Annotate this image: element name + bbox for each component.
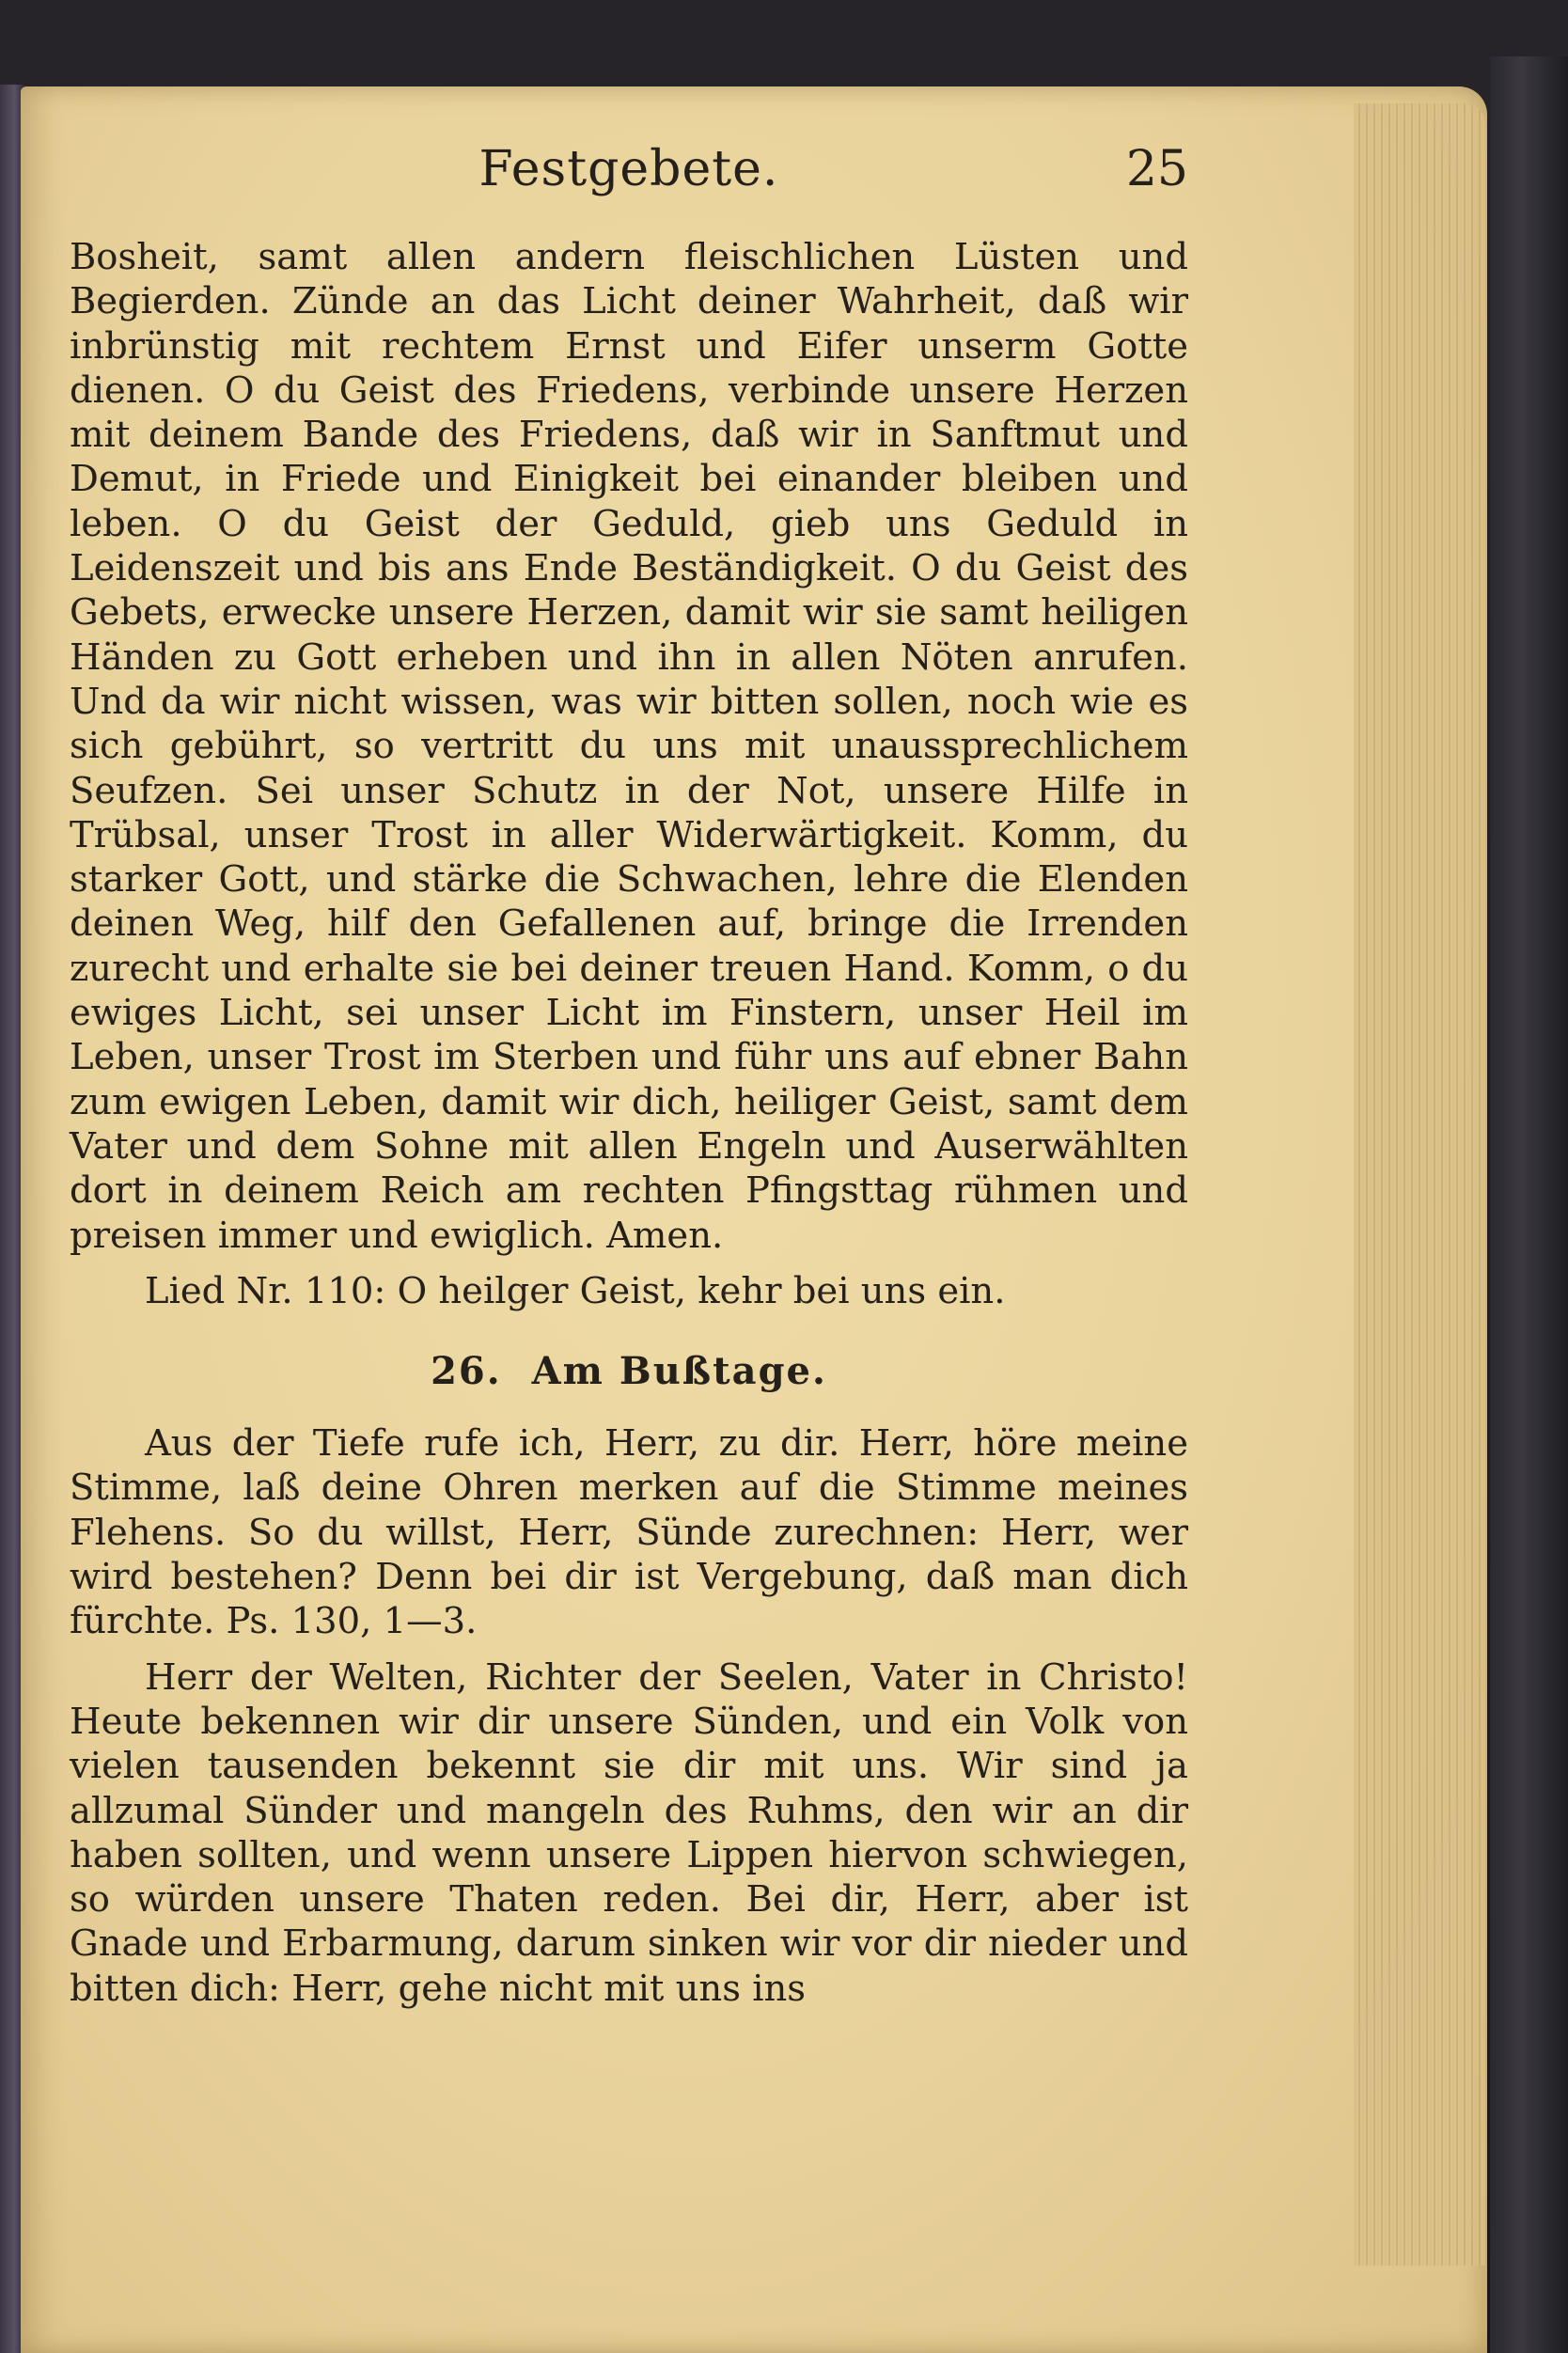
scripture-verse: Aus der Tiefe rufe ich, Herr, zu dir. Herr, höre meine Stimme, laß deine Ohren merken auf die Stimme meines Flehens. So du willst, Herr, Sünde zurechnen: Herr, wer wird bestehen? Denn bei dir ist Vergebung, daß man dich fürchte. Ps. 130, 1—3.	[70, 1422, 1188, 1643]
page-title: Festgebete.	[478, 141, 779, 197]
page-stack-edges	[1354, 103, 1485, 2266]
continued-prayer-paragraph: Bosheit, samt allen andern fleischlichen Lüsten und Begierden. Zünde an das Licht deiner Wahrheit, daß wir inbrünstig mit rechtem Ernst und Eifer unserm Gotte dienen. O du Geist des Friedens, verbinde unsere Herzen mit deinem Bande des Friedens, daß wir in Sanftmut und Demut, in Friede und Einigkeit bei einander bleiben und leben. O du Geist der Geduld, gieb uns Geduld in Leidenszeit und bis ans Ende Beständigkeit. O du Geist des Gebets, erwecke unsere Herzen, damit wir sie samt heiligen Händen zu Gott erheben und ihn in allen Nöten anrufen. Und da wir nicht wissen, was wir bitten sollen, noch wie es sich gebührt, so vertritt du uns mit unaussprechlichem Seufzen. Sei unser Schutz in der Not, unsere Hilfe in Trübsal, unser Trost in aller Widerwärtigkeit. Komm, du starker Gott, und stärke die Schwachen, lehre die Elenden deinen Weg, hilf den Gefallenen auf, bringe die Irrenden zurecht und erhalte sie bei deiner treuen Hand. Komm, o du ewiges Licht, sei unser Licht im Finstern, unser Heil im Leben, unser Trost im Sterben und führ uns auf ebner Bahn zum ewigen Leben, damit wir dich, heiliger Geist, samt dem Vater und dem Sohne mit allen Engeln und Auserwählten dort in deinem Reich am rechten Pfingsttag rühmen und preisen immer und ewiglich. Amen.	[70, 236, 1188, 1257]
page-content	[70, 141, 1188, 2011]
song-reference: Lied Nr. 110: O heilger Geist, kehr bei uns ein.	[145, 1269, 1006, 1312]
section-heading	[70, 1349, 1188, 1393]
page-number: 25	[1125, 141, 1188, 197]
book-cover-right-edge	[1490, 56, 1568, 2353]
section-title: Am Bußtage.	[531, 1349, 827, 1394]
running-head	[70, 141, 1188, 235]
prayer-paragraph: Herr der Welten, Richter der Seelen, Vater in Christo! Heute bekennen wir dir unsere Sünden, und ein Volk von vielen tausenden bekennt sie dir mit uns. Wir sind ja allzumal Sünder und mangeln des Ruhms, den wir an dir haben sollten, und wenn unsere Lippen hiervon schwiegen, so würden unsere Thaten reden. Bei dir, Herr, aber ist Gnade und Erbarmung, darum sinken wir vor dir nieder und bitten dich: Herr, gehe nicht mit uns ins	[70, 1655, 1188, 2010]
section-number: 26.	[431, 1349, 502, 1394]
